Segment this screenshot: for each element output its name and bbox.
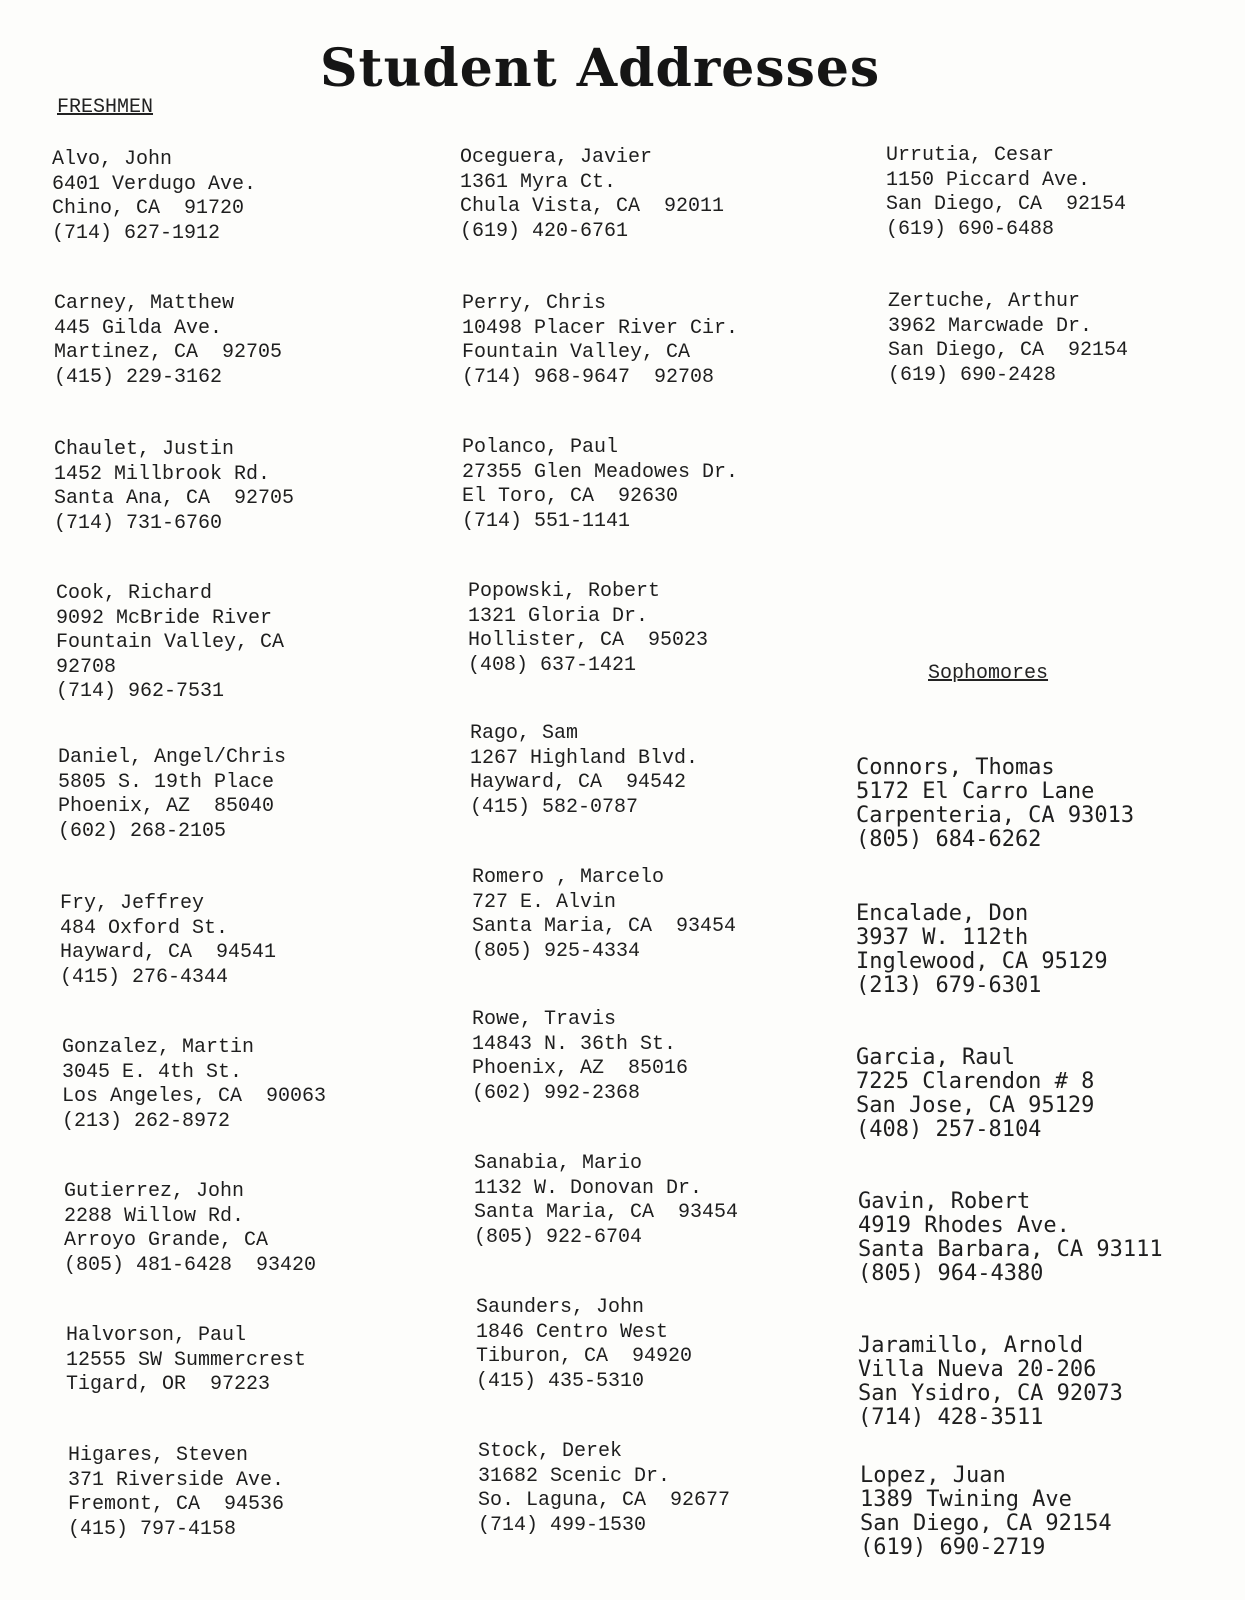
- address-line: Inglewood, CA 95129: [856, 949, 1108, 974]
- address-line: 31682 Scenic Dr.: [478, 1464, 671, 1488]
- address-line: Fremont, CA 94536: [68, 1493, 285, 1516]
- address-line: 4919 Rhodes Ave.: [858, 1213, 1070, 1238]
- address-entry: [62, 1036, 326, 1134]
- address-line: (415) 797-4158: [68, 1517, 237, 1541]
- student-name: Stock, Derek: [478, 1440, 623, 1463]
- student-name: Rago, Sam: [470, 722, 579, 745]
- address-line: (415) 276-4344: [60, 965, 229, 989]
- student-name: Daniel, Angel/Chris: [58, 746, 287, 769]
- address-line: San Diego, CA 92154: [860, 1511, 1112, 1536]
- address-line: 1150 Piccard Ave.: [886, 168, 1091, 192]
- student-name: Fry, Jeffrey: [60, 892, 205, 915]
- address-line: Hollister, CA 95023: [468, 629, 709, 652]
- address-line: (619) 690-2719: [860, 1535, 1046, 1560]
- address-entry: [856, 756, 1134, 852]
- address-entry: [54, 438, 294, 536]
- address-line: Santa Maria, CA 93454: [472, 915, 737, 938]
- address-line: (415) 582-0787: [470, 795, 639, 819]
- address-line: 5805 S. 19th Place: [58, 770, 275, 794]
- student-name: Zertuche, Arthur: [888, 290, 1081, 313]
- address-line: (619) 690-6488: [886, 217, 1055, 241]
- address-line: 1321 Gloria Dr.: [468, 604, 649, 628]
- student-name: Sanabia, Mario: [474, 1152, 643, 1175]
- address-line: 445 Gilda Ave.: [54, 316, 223, 340]
- address-entry: [858, 1190, 1163, 1286]
- address-entry: [462, 436, 738, 534]
- student-name: Saunders, John: [476, 1296, 645, 1319]
- address-line: (714) 551-1141: [462, 509, 631, 533]
- address-line: Santa Maria, CA 93454: [474, 1201, 739, 1224]
- address-line: Tigard, OR 97223: [66, 1373, 271, 1396]
- student-name: Chaulet, Justin: [54, 438, 235, 461]
- address-line: 484 Oxford St.: [60, 916, 229, 940]
- student-name: Gonzalez, Martin: [62, 1036, 255, 1059]
- student-name: Polanco, Paul: [462, 436, 619, 459]
- address-entry: [470, 722, 698, 820]
- address-line: 1267 Highland Blvd.: [470, 746, 699, 770]
- address-line: (408) 257-8104: [856, 1117, 1042, 1142]
- address-entry: [472, 1008, 688, 1106]
- address-entry: [56, 582, 284, 705]
- address-line: Santa Barbara, CA 93111: [858, 1237, 1163, 1262]
- address-line: 7225 Clarendon # 8: [856, 1069, 1095, 1094]
- address-line: Villa Nueva 20-206: [858, 1357, 1097, 1382]
- address-line: 27355 Glen Meadowes Dr.: [462, 460, 739, 484]
- student-name: Cook, Richard: [56, 582, 213, 605]
- address-line: San Ysidro, CA 92073: [858, 1381, 1123, 1406]
- address-entry: [860, 1464, 1112, 1560]
- address-line: 9092 McBride River: [56, 606, 273, 630]
- address-line: (714) 968-9647 92708: [462, 365, 715, 389]
- address-entry: [462, 292, 738, 390]
- address-entry: [888, 290, 1128, 388]
- address-line: 371 Riverside Ave.: [68, 1468, 285, 1492]
- student-name: Rowe, Travis: [472, 1008, 617, 1031]
- student-name: Oceguera, Javier: [460, 146, 653, 169]
- address-line: San Diego, CA 92154: [886, 193, 1127, 216]
- address-line: 6401 Verdugo Ave.: [52, 172, 257, 196]
- address-entry: [472, 866, 736, 964]
- address-line: Chino, CA 91720: [52, 197, 245, 220]
- address-line: 2288 Willow Rd.: [64, 1204, 245, 1228]
- student-name: Garcia, Raul: [856, 1045, 1015, 1070]
- student-name: Romero , Marcelo: [472, 866, 665, 889]
- address-line: (714) 428-3511: [858, 1405, 1044, 1430]
- address-line: 12555 SW Summercrest: [66, 1348, 307, 1372]
- address-line: Phoenix, AZ 85040: [58, 795, 275, 818]
- address-line: Hayward, CA 94541: [60, 941, 277, 964]
- freshmen-label: FRESHMEN: [57, 96, 154, 119]
- address-line: 3962 Marcwade Dr.: [888, 314, 1093, 338]
- address-line: 14843 N. 36th St.: [472, 1032, 677, 1056]
- address-line: (805) 922-6704: [474, 1225, 643, 1249]
- address-line: (602) 268-2105: [58, 819, 227, 843]
- student-name: Carney, Matthew: [54, 292, 235, 315]
- student-name: Higares, Steven: [68, 1444, 249, 1467]
- student-name: Encalade, Don: [856, 901, 1029, 926]
- address-line: Arroyo Grande, CA: [64, 1229, 269, 1252]
- address-line: (714) 962-7531: [56, 680, 225, 703]
- address-line: (805) 964-4380: [858, 1261, 1044, 1286]
- address-line: (213) 679-6301: [856, 973, 1042, 998]
- address-line: 10498 Placer River Cir.: [462, 316, 739, 340]
- address-line: (415) 435-5310: [476, 1369, 645, 1393]
- address-line: (714) 731-6760: [54, 511, 223, 535]
- address-line: 1452 Millbrook Rd.: [54, 462, 271, 486]
- address-entry: [58, 746, 286, 844]
- address-line: (805) 684-6262: [856, 827, 1042, 852]
- address-line: 1361 Myra Ct.: [460, 170, 617, 194]
- address-line: (602) 992-2368: [472, 1081, 641, 1105]
- address-line: 1846 Centro West: [476, 1320, 669, 1344]
- address-line: 92708: [56, 655, 117, 679]
- student-name: Urrutia, Cesar: [886, 144, 1055, 167]
- address-line: Fountain Valley, CA: [56, 631, 285, 654]
- address-entry: [66, 1324, 306, 1398]
- address-entry: [54, 292, 282, 390]
- student-name: Lopez, Juan: [860, 1463, 1006, 1488]
- address-line: San Jose, CA 95129: [856, 1093, 1095, 1118]
- address-entry: [474, 1152, 738, 1250]
- student-name: Alvo, John: [52, 148, 173, 171]
- address-line: Martinez, CA 92705: [54, 341, 283, 364]
- address-line: Los Angeles, CA 90063: [62, 1085, 327, 1108]
- address-entry: [64, 1180, 316, 1278]
- address-line: (805) 925-4334: [472, 939, 641, 963]
- address-line: Fountain Valley, CA: [462, 341, 691, 364]
- address-line: 5172 El Carro Lane: [856, 779, 1095, 804]
- student-name: Connors, Thomas: [856, 755, 1055, 780]
- address-line: Phoenix, AZ 85016: [472, 1057, 689, 1080]
- address-line: El Toro, CA 92630: [462, 485, 679, 508]
- address-entry: [886, 144, 1126, 242]
- address-entry: [68, 1444, 284, 1542]
- address-entry: [460, 146, 724, 244]
- address-line: 1132 W. Donovan Dr.: [474, 1176, 703, 1200]
- address-line: 1389 Twining Ave: [860, 1487, 1072, 1512]
- address-line: 3045 E. 4th St.: [62, 1060, 243, 1084]
- address-line: 727 E. Alvin: [472, 890, 617, 914]
- address-entry: [52, 148, 256, 246]
- address-entry: [468, 580, 708, 678]
- student-name: Gutierrez, John: [64, 1180, 245, 1203]
- student-name: Perry, Chris: [462, 292, 607, 315]
- address-line: Santa Ana, CA 92705: [54, 487, 295, 510]
- student-name: Popowski, Robert: [468, 580, 661, 603]
- student-name: Jaramillo, Arnold: [858, 1333, 1084, 1358]
- address-line: (714) 499-1530: [478, 1513, 647, 1537]
- address-line: (408) 637-1421: [468, 653, 637, 677]
- address-line: Hayward, CA 94542: [470, 771, 687, 794]
- student-name: Gavin, Robert: [858, 1189, 1031, 1214]
- address-line: (805) 481-6428 93420: [64, 1253, 317, 1277]
- address-entry: [476, 1296, 692, 1394]
- address-entry: [478, 1440, 730, 1538]
- address-line: San Diego, CA 92154: [888, 339, 1129, 362]
- address-line: 3937 W. 112th: [856, 925, 1029, 950]
- page-title: Student Addresses: [320, 38, 881, 99]
- address-entry: [858, 1334, 1123, 1430]
- address-entry: [856, 1046, 1094, 1142]
- address-line: Carpenteria, CA 93013: [856, 803, 1135, 828]
- address-line: (213) 262-8972: [62, 1109, 231, 1133]
- address-line: So. Laguna, CA 92677: [478, 1489, 731, 1512]
- address-line: Chula Vista, CA 92011: [460, 195, 725, 218]
- address-line: (415) 229-3162: [54, 365, 223, 389]
- student-name: Halvorson, Paul: [66, 1324, 247, 1347]
- address-line: Tiburon, CA 94920: [476, 1345, 693, 1368]
- sophomores-label: Sophomores: [928, 662, 1049, 685]
- address-entry: [856, 902, 1108, 998]
- address-entry: [60, 892, 276, 990]
- address-line: (714) 627-1912: [52, 221, 221, 245]
- address-line: (619) 690-2428: [888, 363, 1057, 387]
- address-line: (619) 420-6761: [460, 219, 629, 243]
